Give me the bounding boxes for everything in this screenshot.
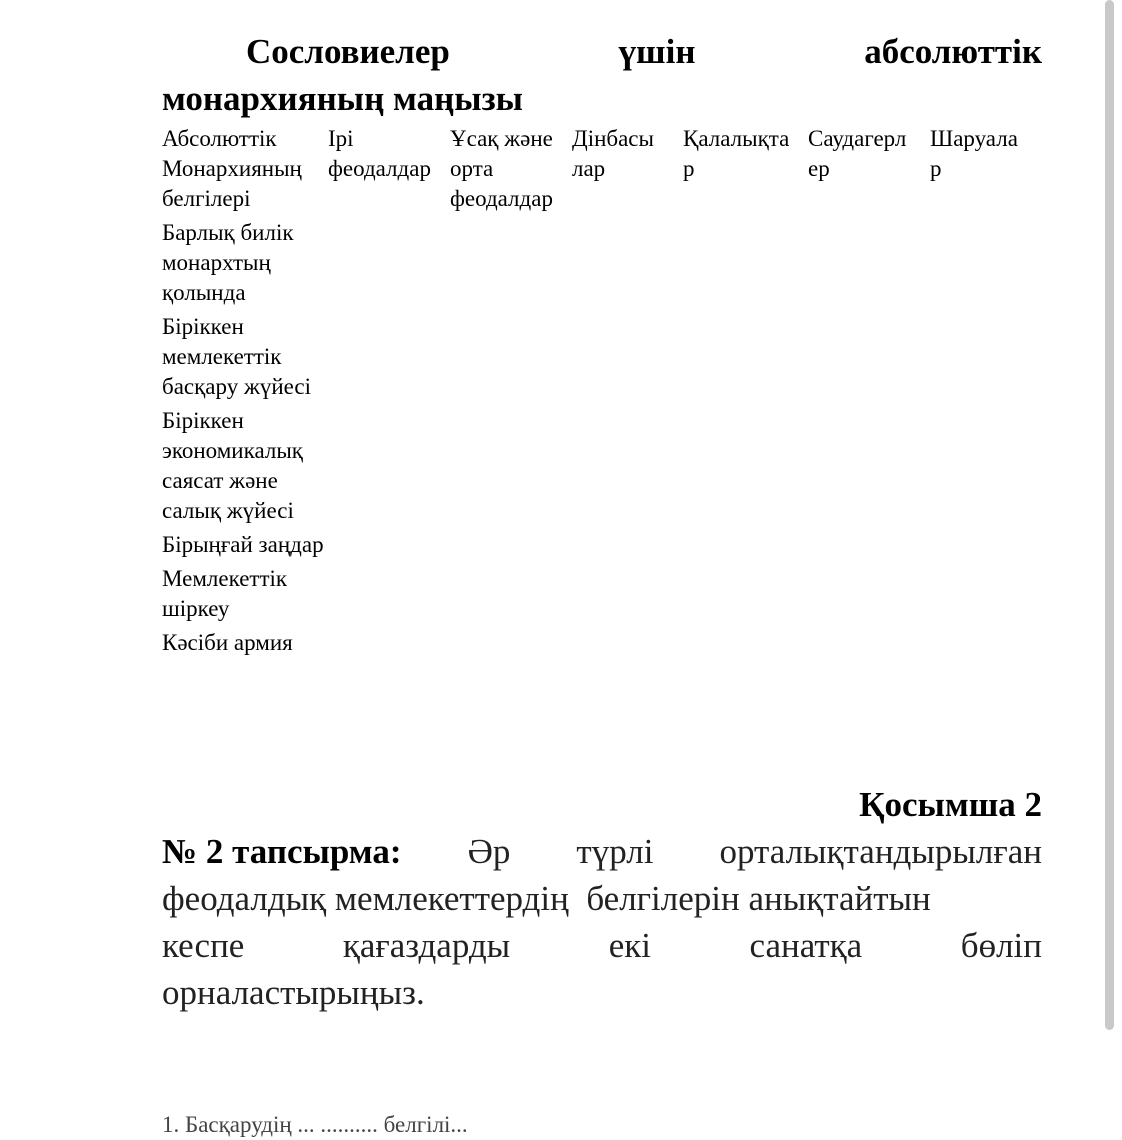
header-cell-townspeople — [683, 124, 808, 218]
table-cell[interactable] — [450, 218, 572, 312]
header-line: Дінбасы — [572, 126, 654, 151]
table-cell[interactable] — [930, 312, 1042, 406]
task-word: түрлі — [576, 832, 654, 871]
header-cell-signs — [162, 124, 328, 218]
task-label: № 2 тапсырма: — [162, 832, 402, 871]
cut-off-list-item: 1. Басқарудің ... .......... белгілі... — [162, 1112, 468, 1137]
row-label: Бірыңғай заңдар — [162, 532, 324, 557]
classification-table — [162, 124, 1042, 662]
task-word: Әр — [467, 832, 511, 871]
title-line-2: монархияның маңызы — [162, 79, 524, 118]
header-line: Шаруала — [930, 126, 1018, 151]
row-label: Біріккен мемлекеттік басқару жүйесі — [162, 314, 312, 399]
table-cell[interactable] — [572, 628, 683, 662]
table-cell[interactable] — [572, 218, 683, 312]
table-cell[interactable] — [328, 218, 450, 312]
title-word: үшін — [618, 32, 696, 71]
row-label: Мемлекеттік шіркеу — [162, 566, 288, 621]
header-line: лар — [572, 156, 606, 181]
table-cell[interactable] — [328, 530, 450, 564]
table-row — [162, 406, 1042, 530]
table-cell[interactable] — [930, 564, 1042, 628]
header-line: феодалдар — [450, 186, 553, 211]
header-cell-merchants — [808, 124, 930, 218]
table-cell[interactable] — [808, 312, 930, 406]
table-cell[interactable] — [683, 406, 808, 530]
table-cell[interactable] — [930, 530, 1042, 564]
table-cell[interactable] — [683, 564, 808, 628]
table-cell[interactable] — [930, 628, 1042, 662]
task-word: санатқа — [749, 926, 863, 965]
table-cell[interactable] — [808, 564, 930, 628]
row-label: Кәсіби армия — [162, 630, 293, 655]
table-cell[interactable] — [683, 218, 808, 312]
header-line: Ұсақ және — [450, 126, 553, 151]
header-line: Ірі — [328, 126, 354, 151]
table-cell[interactable] — [450, 564, 572, 628]
header-line: р — [930, 156, 942, 181]
task-word: қағаздарды — [342, 926, 511, 965]
table-cell[interactable] — [450, 628, 572, 662]
table-cell[interactable] — [450, 406, 572, 530]
task-word: орталықтандырылған — [719, 832, 1042, 871]
header-line: орта — [450, 156, 494, 181]
header-cell-clergy — [572, 124, 683, 218]
table-row — [162, 218, 1042, 312]
title-word: Сословиелер — [246, 32, 450, 71]
table-cell[interactable] — [328, 406, 450, 530]
table-cell[interactable] — [328, 312, 450, 406]
table-cell[interactable] — [572, 564, 683, 628]
table-row — [162, 530, 1042, 564]
task-word: бөліп — [960, 926, 1042, 965]
table-row — [162, 564, 1042, 628]
table-row — [162, 628, 1042, 662]
header-cell-small-feudals — [450, 124, 572, 218]
header-line: Саудагерл — [808, 126, 907, 151]
table-cell[interactable] — [572, 312, 683, 406]
vertical-scrollbar[interactable] — [1105, 0, 1114, 1030]
table-cell[interactable] — [808, 406, 930, 530]
table-cell[interactable] — [930, 218, 1042, 312]
task-line-2: феодалдық мемлекеттердің белгілерін анықтайтын — [162, 879, 931, 918]
table-cell[interactable] — [328, 628, 450, 662]
header-cell-peasants — [930, 124, 1042, 218]
header-line: Монархияның — [162, 156, 302, 181]
table-row — [162, 312, 1042, 406]
header-line: Абсолюттік — [162, 126, 277, 151]
title-word: абсолюттік — [864, 32, 1042, 71]
header-line: Қалалықта — [683, 126, 790, 151]
appendix-heading: Қосымша 2 — [859, 785, 1042, 824]
table-cell[interactable] — [572, 406, 683, 530]
row-label: Біріккен экономикалық саясат және салық жүйесі — [162, 408, 303, 523]
header-line: р — [683, 156, 695, 181]
document-title — [162, 28, 1042, 122]
header-line: белгілері — [162, 186, 251, 211]
table-cell[interactable] — [683, 530, 808, 564]
header-line: феодалдар — [328, 156, 431, 181]
table-cell[interactable] — [683, 628, 808, 662]
table-cell[interactable] — [572, 530, 683, 564]
table-cell[interactable] — [808, 218, 930, 312]
header-cell-great-feudals — [328, 124, 450, 218]
table-cell[interactable] — [808, 530, 930, 564]
table-header-row — [162, 124, 1042, 218]
task-line-4: орналастырыңыз. — [162, 973, 425, 1012]
title-line-1 — [162, 28, 1042, 75]
row-label: Барлық билік монархтың қолында — [162, 220, 294, 305]
table-cell[interactable] — [450, 530, 572, 564]
task-line-1 — [162, 828, 1042, 875]
task-paragraph — [162, 828, 1042, 1016]
table-cell[interactable] — [450, 312, 572, 406]
header-line: ер — [808, 156, 830, 181]
task-word: кеспе — [162, 926, 245, 965]
table-cell[interactable] — [328, 564, 450, 628]
task-word: екі — [608, 926, 651, 965]
table-cell[interactable] — [930, 406, 1042, 530]
table-cell[interactable] — [683, 312, 808, 406]
table-cell[interactable] — [808, 628, 930, 662]
task-line-3 — [162, 922, 1042, 969]
